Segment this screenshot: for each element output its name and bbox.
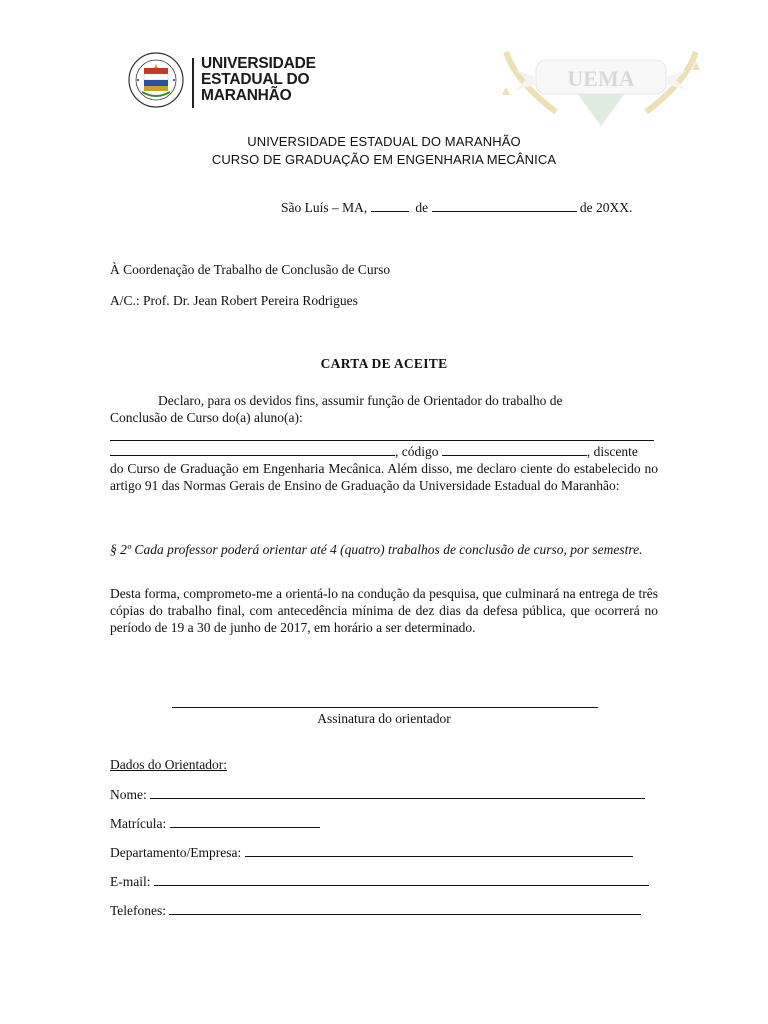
logo-line-2: ESTADUAL DO: [201, 71, 310, 88]
matricula-field: [110, 815, 320, 832]
month-blank[interactable]: [432, 199, 577, 212]
header-university: UNIVERSIDADE ESTADUAL DO MARANHÃO: [247, 134, 521, 149]
document-title: CARTA DE ACEITE: [320, 356, 448, 371]
telefones-field: [110, 902, 641, 919]
codigo-label: , código: [395, 444, 439, 459]
matricula-label: Matrícula:: [110, 816, 167, 831]
recipient-line-1: À Coordenação de Trabalho de Conclusão de Curso: [110, 262, 391, 277]
departamento-label: Departamento/Empresa:: [110, 845, 242, 860]
watermark-text: UEMA: [567, 66, 635, 91]
logo-divider: [192, 58, 194, 108]
regulation-quote: § 2º Cada professor poderá orientar até 4 (quatro) trabalhos de conclusão de curso, por semestre.: [110, 542, 643, 557]
declaration-line-2: Conclusão de Curso do(a) aluno(a):: [110, 410, 303, 425]
date-suffix: de 20XX.: [579, 200, 633, 215]
signature-line[interactable]: [172, 707, 598, 708]
university-logo-text: [201, 56, 316, 104]
date-line: [281, 199, 632, 216]
nome-blank[interactable]: [150, 786, 645, 799]
nome-field: [110, 786, 645, 803]
email-label: E-mail:: [110, 874, 151, 889]
email-blank[interactable]: [154, 873, 649, 886]
logo-line-3: MARANHÃO: [201, 87, 292, 104]
departamento-field: [110, 844, 633, 861]
commitment-paragraph: Desta forma, comprometo-me a orientá-lo na condução da pesquisa, que culminará na entrega de três cópias do trabalho final, com antecedência mínima de dez dias da defesa pública, que ocorrerá no período de 19 a 30 de junho de 2017, em horário a ser determinado.: [110, 586, 658, 635]
student-name-blank[interactable]: [110, 440, 654, 441]
discente-label: , discente: [586, 444, 638, 459]
uema-crest-watermark-icon: [486, 42, 716, 126]
departamento-blank[interactable]: [245, 844, 633, 857]
date-de: de: [415, 200, 429, 215]
dados-heading: Dados do Orientador:: [110, 757, 227, 772]
header-course: CURSO DE GRADUAÇÃO EM ENGENHARIA MECÂNICA: [211, 152, 557, 167]
matricula-blank[interactable]: [170, 815, 320, 828]
telefones-label: Telefones:: [110, 903, 167, 918]
date-prefix: São Luís – MA,: [281, 200, 368, 215]
university-seal-icon: [128, 52, 184, 108]
nome-label: Nome:: [110, 787, 147, 802]
codigo-blank[interactable]: [442, 443, 587, 456]
student-name-continuation-blank[interactable]: [110, 443, 395, 456]
declaration-line-1: Declaro, para os devidos fins, assumir função de Orientador do trabalho de: [158, 393, 563, 408]
declaration-rest: do Curso de Graduação em Engenharia Mecânica. Além disso, me declaro ciente do estabelecido no artigo 91 das Normas Gerais de Ensino de Graduação da Universidade Estadual do Maranhão:: [110, 461, 658, 493]
student-code-line: [110, 443, 638, 460]
logo-line-1: UNIVERSIDADE: [201, 55, 316, 72]
recipient-line-2: A/C.: Prof. Dr. Jean Robert Pereira Rodrigues: [110, 293, 358, 308]
day-blank[interactable]: [371, 199, 409, 212]
signature-label: Assinatura do orientador: [317, 711, 451, 726]
email-field: [110, 873, 649, 890]
telefones-blank[interactable]: [169, 902, 641, 915]
